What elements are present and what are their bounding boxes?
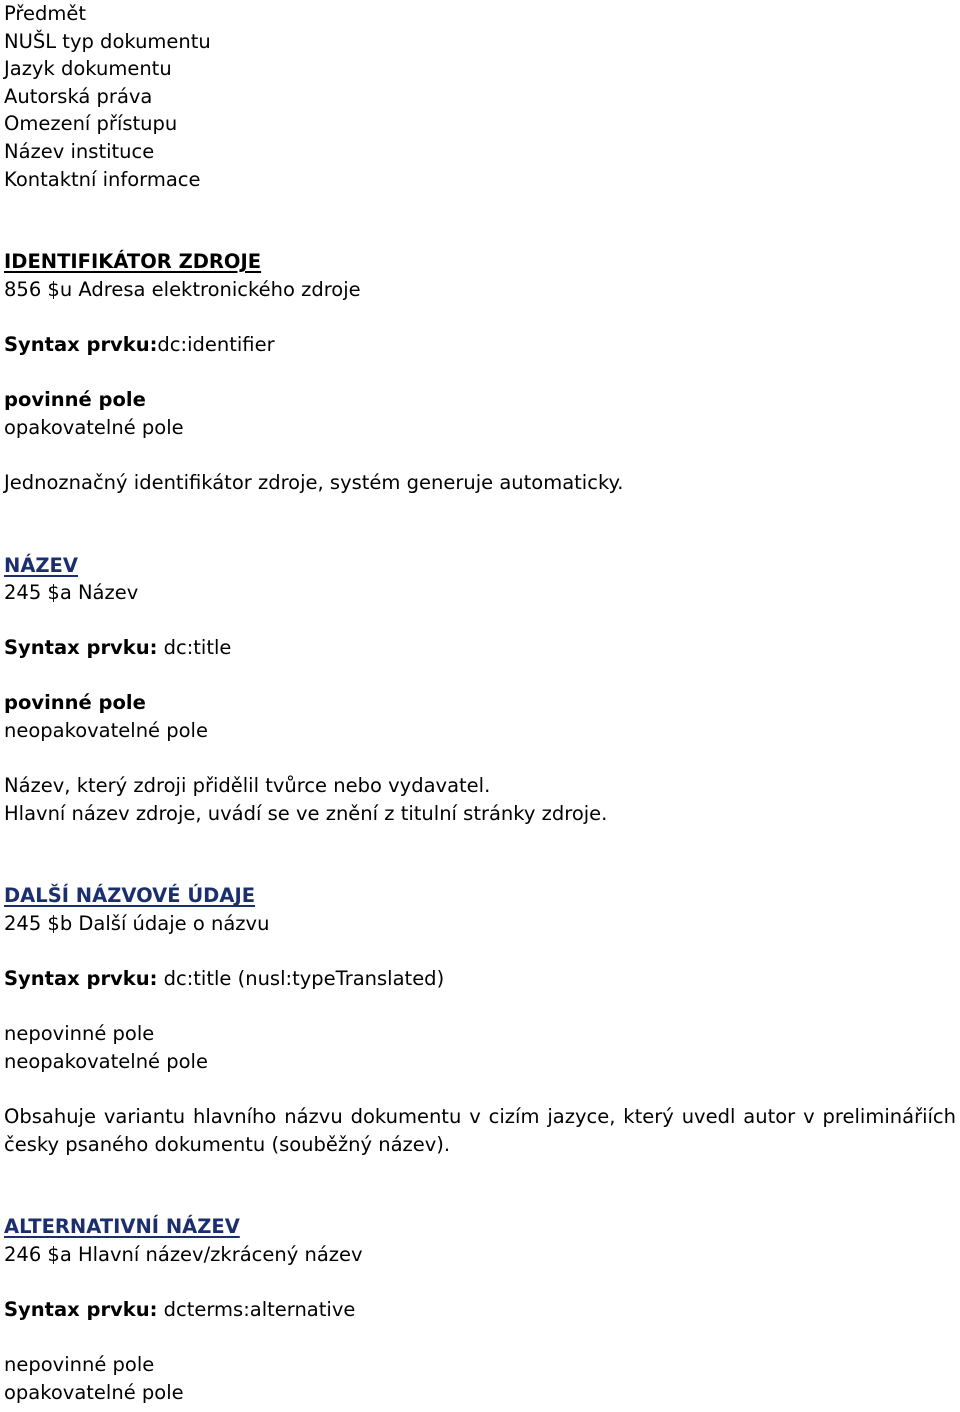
syntax-value: dc:title — [157, 636, 232, 660]
syntax-line — [4, 634, 956, 662]
section-dalsi-nazvove-udaje — [4, 882, 956, 1158]
section-alternativni-nazev — [4, 1213, 956, 1406]
description: Název, který zdroji přidělil tvůrce nebo vydavatel. — [4, 774, 491, 798]
required-flag: nepovinné pole — [4, 1022, 155, 1046]
marc-field: 856 $u Adresa elektronického zdroje — [4, 277, 361, 301]
syntax-label: Syntax prvku: — [4, 1298, 158, 1322]
field-list — [4, 0, 956, 193]
syntax-label: Syntax prvku: — [4, 332, 158, 356]
list-item: Autorská práva — [4, 84, 153, 108]
section-heading: ALTERNATIVNÍ NÁZEV — [4, 1215, 240, 1239]
syntax-value: dcterms:alternative — [157, 1298, 356, 1322]
list-item: Název instituce — [4, 139, 155, 163]
syntax-line — [4, 1296, 956, 1324]
marc-field: 245 $a Název — [4, 581, 139, 605]
description: Hlavní název zdroje, uvádí se ve znění z titulní stránky zdroje. — [4, 801, 608, 825]
document-page — [4, 0, 956, 1407]
list-item: Kontaktní informace — [4, 167, 201, 191]
required-flag: nepovinné pole — [4, 1353, 155, 1377]
section-identifikator — [4, 248, 956, 496]
syntax-value: dc:title (nusl:typeTranslated) — [157, 967, 445, 991]
description: Obsahuje variantu hlavního názvu dokumentu v cizím jazyce, který uvedl autor v preliminářiích česky psaného dokumentu (souběžný název). — [4, 1105, 956, 1156]
section-heading: NÁZEV — [4, 553, 78, 577]
description: Jednoznačný identifikátor zdroje, systém generuje automaticky. — [4, 470, 624, 494]
list-item: NUŠL typ dokumentu — [4, 29, 211, 53]
repeat-flag: opakovatelné pole — [4, 1380, 184, 1404]
list-item: Jazyk dokumentu — [4, 57, 172, 81]
syntax-label: Syntax prvku: — [4, 636, 158, 660]
repeat-flag: neopakovatelné pole — [4, 1050, 208, 1073]
syntax-value: dc:identifier — [157, 332, 275, 356]
syntax-label: Syntax prvku: — [4, 967, 158, 991]
section-heading: DALŠÍ NÁZVOVÉ ÚDAJE — [4, 884, 256, 908]
section-heading: IDENTIFIKÁTOR ZDROJE — [4, 250, 262, 274]
required-flag: povinné pole — [4, 388, 146, 412]
required-flag: povinné pole — [4, 691, 146, 715]
list-item: Předmět — [4, 2, 87, 25]
repeat-flag: neopakovatelné pole — [4, 719, 208, 743]
marc-field: 245 $b Další údaje o názvu — [4, 912, 270, 936]
section-nazev — [4, 552, 956, 828]
repeat-flag: opakovatelné pole — [4, 415, 184, 439]
syntax-line — [4, 331, 956, 359]
marc-field: 246 $a Hlavní název/zkrácený název — [4, 1242, 363, 1266]
syntax-line — [4, 965, 956, 993]
list-item: Omezení přístupu — [4, 112, 178, 136]
